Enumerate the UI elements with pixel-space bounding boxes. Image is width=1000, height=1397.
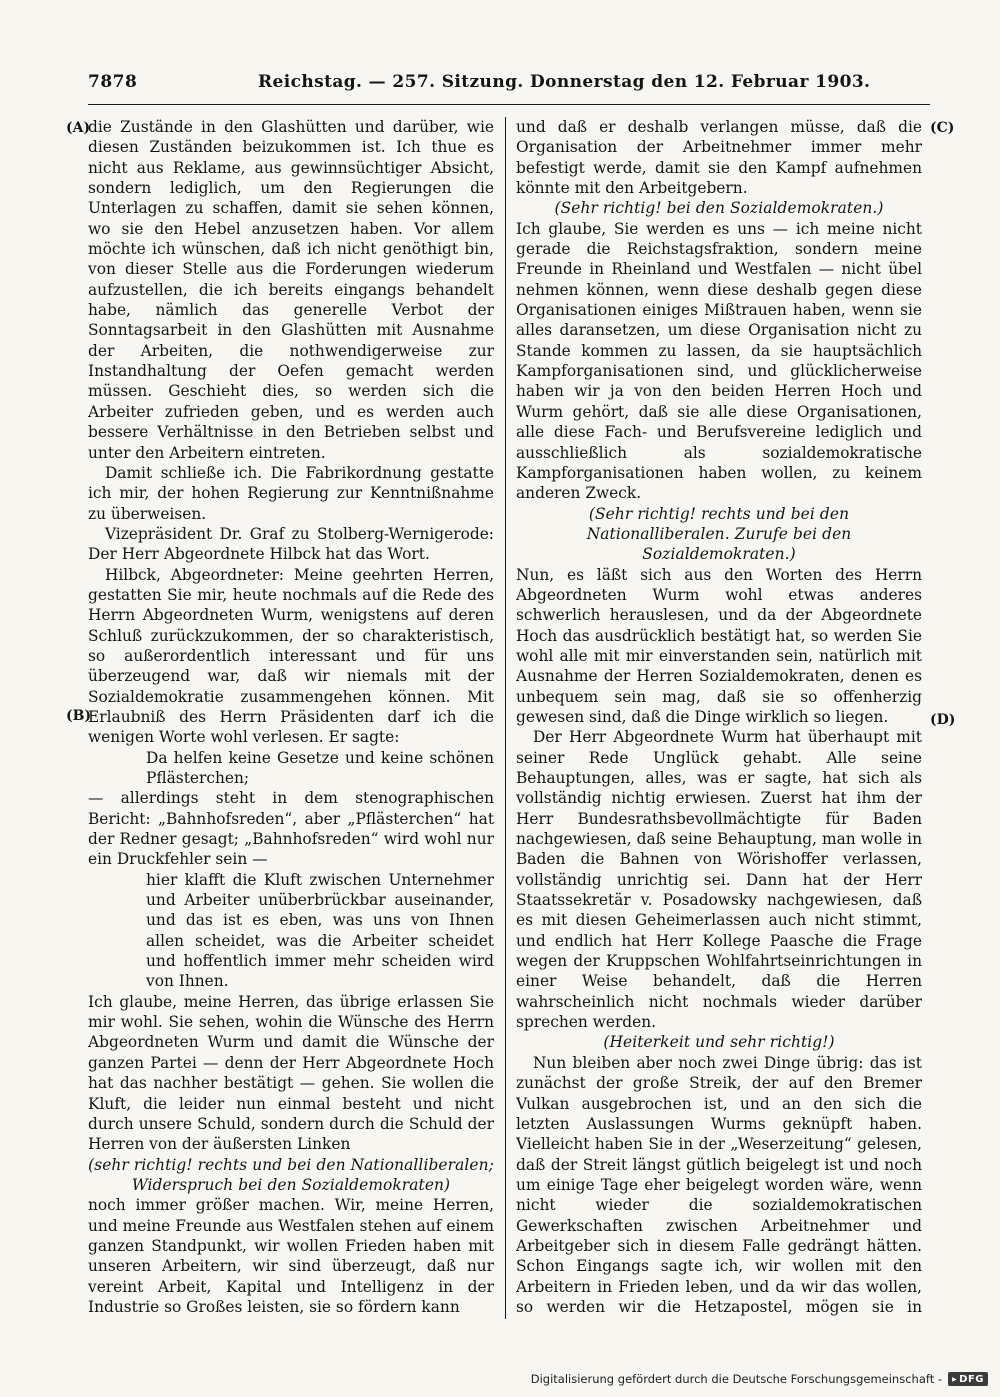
- margin-letter-b: (B): [66, 708, 92, 724]
- footer: [531, 1369, 988, 1389]
- interjection: (Sehr richtig! bei den Sozialdemokraten.): [554, 199, 884, 218]
- interjection: (Sehr richtig! rechts und bei den Nationalliberalen. Zurufe bei den Sozialdemokraten.): [586, 504, 852, 564]
- paragraph: Hilbck, Abgeordneter: Meine geehrten Herren, gestatten Sie mir, heute nochmals auf die Rede des Herrn Abgeordneten Wurm, wenigstens auf deren Schluß zurückzukommen, der so charakteristisch, so außerordentlich interessant und für uns überzeugend war, daß wir niemals mit der Sozialdemokratie zusammengehen können. Mit Erlaubniß des Herrn Präsidenten darf ich die wenigen Worte wohl verlesen. Er sagte:: [88, 565, 494, 747]
- interjection: (sehr richtig! rechts und bei den Nationalliberalen; Widerspruch bei den Sozialdemokraten): [88, 1155, 494, 1194]
- paragraph: Ich glaube, meine Herren, das übrige erlassen Sie mir wohl. Sie sehen, wohin die Wünsche des Herrn Abgeordneten Wurm und damit die Wünsche der ganzen Partei — denn der Herr Abgeordnete Hoch hat das nachher bestätigt — gehen. Sie wollen die Kluft, die leider nun einmal besteht und nicht durch unsere Schuld, sondern durch die Schuld der Herren von der äußersten Linken: [88, 992, 494, 1154]
- paragraph: Der Herr Abgeordnete Wurm hat überhaupt mit seiner Rede Unglück gehabt. Alle seine Behauptungen, alles, was er sagte, hat sich als vollständig nichtig erwiesen. Zuerst hat ihm der Herr Bundesrathsbevollmächtigte für Baden nachgewiesen, daß seine Behauptung, man wolle in Baden die Bahnen von Wörishoffer verlassen, vollständig unrichtig sei. Dann hat der Herr Staatssekretär v. Posadowsky nachgewiesen, daß es mit diesen Geheimerlassen auch nicht stimmt, und endlich hat Herr Kollege Paasche die Frage wegen der Kruppschen Wohlfahrtseinrichtungen in einer Weise behandelt, daß die Herren wahrscheinlich nicht nochmals wieder darüber sprechen werden.: [516, 728, 922, 1032]
- paragraph: Vizepräsident Dr. Graf zu Stolberg-Wernigerode: Der Herr Abgeordnete Hilbck hat das Wort.: [88, 524, 494, 564]
- margin-letter-d: (D): [930, 712, 956, 728]
- paragraph: Damit schließe ich. Die Fabrikordnung gestatte ich mir, der hohen Regierung zur Kenntnißnahme zu überweisen.: [88, 463, 494, 523]
- paragraph: — allerdings steht in dem stenographischen Bericht: „Bahnhofsreden“, aber „Pflästerchen“ hat der Redner gesagt; „Bahnhofsreden“ wird wohl nur ein Druckfehler sein —: [88, 789, 494, 869]
- paragraph: Nun bleiben aber noch zwei Dinge übrig: das ist zunächst der große Streik, der auf den Bremer Vulkan ausgebrochen ist, und an den sich die letzten Auslassungen Wurms geknüpft haben. Vielleicht haben Sie in der „Weserzeitung“ gelesen, daß der Streit längst gütlich beigelegt ist und noch um einige Tage eher beigelegt worden wäre, wenn nicht wieder die sozialdemokratischen Gewerkschaften zwischen Arbeitnehmer und Arbeitgeber sich in diesem Falle gedrängt hätten. Schon Eingangs sagte ich, wir wollen mit den Arbeitern in Frieden leben, und da wir das wollen, so werden wir die Hetzapostel, mögen sie in: [516, 1053, 922, 1316]
- margin-letter-c: (C): [930, 120, 955, 136]
- paragraph: Da helfen keine Gesetze und keine schönen Pflästerchen;: [146, 748, 494, 787]
- paragraph: hier klafft die Kluft zwischen Unternehmer und Arbeiter unüberbrückbar auseinander, und das ist es eben, was uns von Ihnen allen scheidet, was die Arbeiter scheidet und hoffentlich immer mehr scheiden wird von Ihnen.: [146, 870, 494, 991]
- left-column: [88, 117, 494, 1319]
- margin-letter-a: (A): [66, 120, 91, 136]
- interjection: (Heiterkeit und sehr richtig!): [603, 1033, 835, 1052]
- footer-credit: Digitalisierung gefördert durch die Deutsche Forschungsgemeinschaft -: [530, 1372, 943, 1386]
- running-head: Reichstag. — 257. Sitzung. Donnerstag den 12. Februar 1903.: [258, 72, 871, 92]
- paragraph: die Zustände in den Glashütten und darüber, wie diesen Zuständen beizukommen ist. Ich thue es nicht aus Reklame, aus gewinnsüchtiger Absicht, sondern lediglich, um den Regierungen die Unterlagen zu schaffen, damit sie sehen können, wo sie den Hebel anzusetzen haben. Vor allem möchte ich wünschen, daß ich nicht genöthigt bin, von dieser Stelle aus die Forderungen wiederum aufzustellen, die ich bereits eingangs behandelt habe, nämlich das generelle Verbot der Sonntagsarbeit in den Glashütten mit Ausnahme der Arbeiten, die nothwendigerweise zur Instandhaltung der Oefen gemacht werden müssen. Geschieht dies, so werden sich die Arbeiter zufrieden geben, und es werden auch bessere Verhältnisse in den Betrieben selbst und unter den Arbeitern eintreten.: [88, 118, 494, 462]
- page-number: 7878: [88, 72, 138, 92]
- dfg-logo: ▶ DFG: [948, 1372, 988, 1386]
- paragraph: noch immer größer machen. Wir, meine Herren, und meine Freunde aus Westfalen stehen auf einem ganzen Standpunkt, wir wollen Frieden haben mit unseren Arbeitern, wir sind überzeugt, daß nur vereint Arbeit, Kapital und Intelligenz in der Industrie so Großes leisten, sie so fördern kann: [88, 1196, 494, 1316]
- interjection: [88, 1317, 494, 1319]
- paragraph: Nun, es läßt sich aus den Worten des Herrn Abgeordneten Wurm wohl etwas anderes schwerlich herauslesen, und da der Abgeordnete Hoch das ausdrücklich bestätigt hat, so werden Sie wohl alle mit mir einverstanden sein, natürlich mit Ausnahme der Herren Sozialdemokraten, denen es unbequem sein mag, daß sie so offenherzig gewesen sind, daß die Dinge wirklich so liegen.: [516, 565, 922, 726]
- page-header: [88, 70, 930, 100]
- paragraph: und daß er deshalb verlangen müsse, daß die Organisation der Arbeitnehmer immer mehr befestigt werde, damit sie den Kampf aufnehmen könnte mit den Arbeitgebern.: [516, 118, 922, 198]
- right-column: [516, 117, 922, 1319]
- paragraph: Ich glaube, Sie werden es uns — ich meine nicht gerade die Reichstagsfraktion, sondern meine Freunde in Rheinland und Westfalen — nicht übel nehmen können, wenn diese deshalb gegen diese Organisationen einiges Mißtrauen haben, wenn sie alles daransetzen, um diese Organisation nicht zu Stande kommen zu lassen, da sie hauptsächlich Kampforganisationen sind, und glücklicherweise haben wir ja von den beiden Herren Hoch und Wurm gehört, daß sie alle diese Organisationen, alle diese Fach- und Berufsvereine lediglich und ausschließlich als sozialdemokratische Kampforganisationen haben wollen, zu keinem anderen Zweck.: [516, 219, 922, 503]
- column-divider: [505, 117, 506, 1319]
- header-rule: [88, 104, 930, 105]
